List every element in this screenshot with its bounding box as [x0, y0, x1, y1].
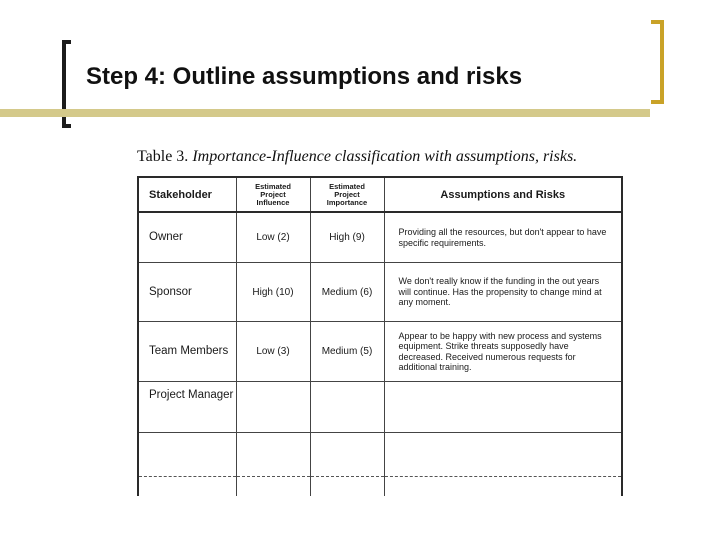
header-influence-line3: Influence: [256, 197, 290, 207]
table-row: [138, 263, 622, 322]
cell-stakeholder: Project Manager: [138, 382, 236, 433]
table-row: [138, 212, 622, 263]
table-row-empty: [138, 433, 622, 477]
cell-influence: Low (2): [236, 212, 310, 263]
header-assumptions: Assumptions and Risks: [384, 177, 622, 212]
cell-assumptions: Appear to be happy with new process and systems equipment. Strike threats supposedly have decreased. Received numerous requests for additional training.: [384, 322, 622, 382]
cell-assumptions: We don't really know if the funding in the out years will continue. Has the propensity to change mind at any moment.: [384, 263, 622, 322]
header-importance-line3: Importance: [326, 197, 368, 207]
cell-stakeholder: Owner: [138, 212, 236, 263]
stakeholder-table: [137, 176, 623, 509]
header-importance-line2: Project: [334, 189, 360, 199]
header-importance-line1: Estimated: [329, 181, 365, 191]
empty-cell: [384, 433, 622, 477]
empty-cell: [236, 433, 310, 477]
header-importance: [310, 177, 384, 212]
cell-influence: Low (3): [236, 322, 310, 382]
table-header-row: [138, 177, 622, 212]
header-influence-line1: Estimated: [255, 181, 291, 191]
header-influence: [236, 177, 310, 212]
empty-cell: [310, 433, 384, 477]
cell-influence: [236, 382, 310, 433]
table-caption: [137, 148, 577, 166]
cell-stakeholder: Sponsor: [138, 263, 236, 322]
table-row: [138, 382, 622, 433]
cell-stakeholder: Team Members: [138, 322, 236, 382]
cell-importance: Medium (5): [310, 322, 384, 382]
scan-crop-edge: [130, 496, 630, 540]
cell-importance: High (9): [310, 212, 384, 263]
slide-title: Step 4: Outline assumptions and risks: [86, 63, 523, 90]
header-influence-line2: Project: [260, 189, 286, 199]
header-stakeholder: Stakeholder: [138, 177, 236, 212]
cell-assumptions: Providing all the resources, but don't appear to have specific requirements.: [384, 212, 622, 263]
cell-assumptions: [384, 382, 622, 433]
empty-cell: [138, 433, 236, 477]
cell-influence: High (10): [236, 263, 310, 322]
table-row: [138, 322, 622, 382]
table-caption-title: Importance-Influence classification with assumptions, risks.: [192, 148, 578, 165]
title-underline-bar: [0, 109, 650, 117]
cell-importance: [310, 382, 384, 433]
cell-importance: Medium (6): [310, 263, 384, 322]
right-bracket-decoration: [651, 20, 664, 104]
table-caption-label: Table 3.: [137, 148, 189, 165]
